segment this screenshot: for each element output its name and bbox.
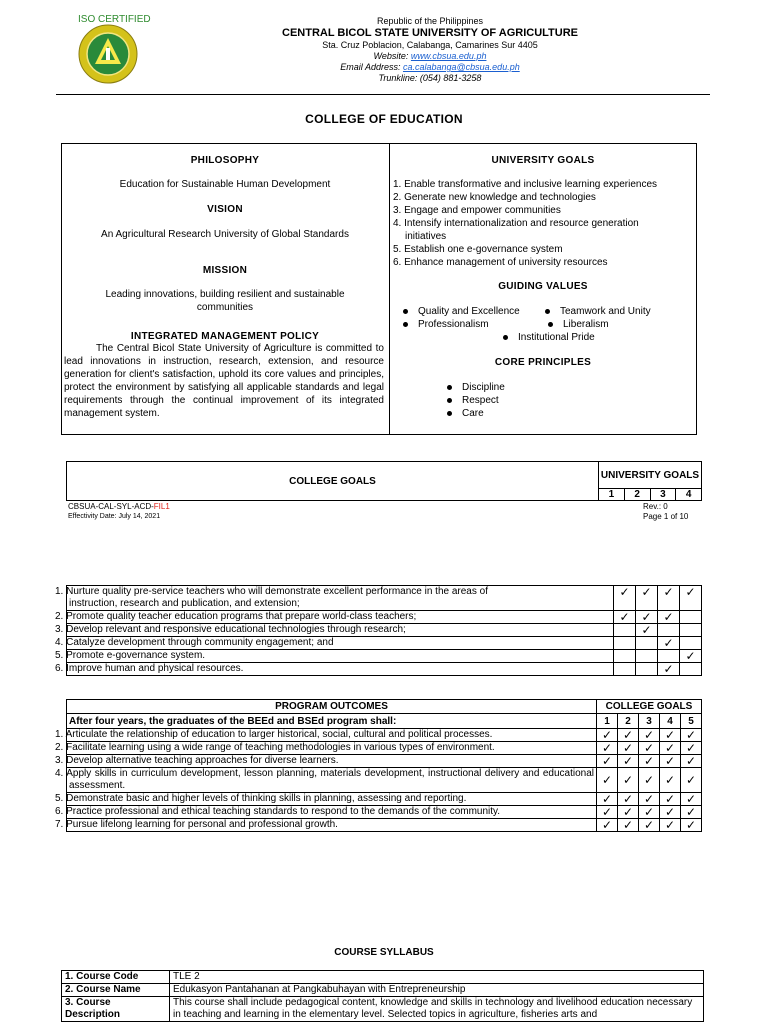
guiding-value-text: Teamwork and Unity	[560, 306, 651, 317]
program-outcome-text: 4. Apply skills in curriculum development, lesson planning, materials development, instructional delivery and educational assessment.	[67, 768, 597, 793]
website-label: Website:	[373, 51, 411, 61]
guiding-value-item	[503, 331, 595, 344]
check-mark-cell	[614, 663, 636, 676]
check-mark-cell: ✓	[681, 768, 702, 793]
check-mark-cell: ✓	[636, 586, 658, 611]
document-code	[68, 502, 170, 522]
document-code-line	[68, 502, 170, 512]
course-syllabus-title: COURSE SYLLABUS	[334, 947, 434, 958]
check-mark-cell: ✓	[660, 755, 681, 768]
university-goal-item: 5. Establish one e-governance system	[393, 244, 563, 255]
check-mark-cell: ✓	[639, 755, 660, 768]
course-name-label: 2. Course Name	[62, 984, 170, 997]
college-goals-col-title: COLLEGE GOALS	[597, 700, 702, 714]
guiding-value-item	[545, 305, 651, 318]
core-principle-text: Care	[462, 408, 484, 419]
check-mark-cell	[658, 650, 680, 663]
check-mark-cell: ✓	[597, 742, 618, 755]
guiding-value-item	[548, 318, 609, 331]
ug-col-3: 3	[650, 489, 676, 501]
check-mark-cell: ✓	[636, 611, 658, 624]
doc-code-prefix: CBSUA-CAL-SYL-ACD-	[68, 502, 154, 511]
course-description-row	[62, 997, 704, 1022]
check-mark-cell: ✓	[597, 729, 618, 742]
university-goals-title: UNIVERSITY GOALS	[491, 155, 595, 166]
college-goal-row	[67, 650, 702, 663]
course-code-value: TLE 2	[170, 971, 704, 984]
ug-col-1: 1	[599, 489, 625, 501]
check-mark-cell: ✓	[681, 742, 702, 755]
check-mark-cell: ✓	[660, 819, 681, 832]
program-outcomes-title: PROGRAM OUTCOMES	[67, 700, 597, 714]
cg-col-1: 1	[597, 714, 618, 729]
email-label: Email Address:	[340, 62, 403, 72]
check-mark-cell: ✓	[614, 611, 636, 624]
bullet-icon	[447, 411, 452, 416]
document-revision	[643, 502, 688, 522]
iso-certified-label: ISO CERTIFIED	[78, 14, 151, 25]
college-goal-row	[67, 663, 702, 676]
check-mark-cell: ✓	[618, 806, 639, 819]
program-outcome-text: 1. Articulate the relationship of education to larger historical, social, cultural and political processes.	[67, 729, 597, 742]
philosophy-goals-box	[61, 143, 697, 435]
program-outcome-text: 5. Demonstrate basic and higher levels of thinking skills in planning, assessing and reporting.	[67, 793, 597, 806]
guiding-value-text: Quality and Excellence	[418, 306, 520, 317]
core-principles-title: CORE PRINCIPLES	[494, 357, 592, 368]
check-mark-cell: ✓	[639, 793, 660, 806]
college-goal-line: 6. Improve human and physical resources.	[55, 663, 244, 674]
core-principle-text: Discipline	[462, 382, 505, 393]
trunkline: Trunkline: (054) 881-3258	[378, 73, 482, 83]
check-mark-cell: ✓	[636, 624, 658, 637]
program-outcomes-subtitle: After four years, the graduates of the BEEd and BSEd program shall:	[67, 714, 597, 729]
college-goals-title: COLLEGE GOALS	[67, 462, 599, 501]
ug-col-2: 2	[624, 489, 650, 501]
guiding-value-text: Professionalism	[418, 319, 489, 330]
check-mark-cell: ✓	[680, 586, 702, 611]
page-number: Page 1 of 10	[643, 512, 689, 521]
course-code-row	[62, 971, 704, 984]
check-mark-cell: ✓	[658, 611, 680, 624]
program-outcome-row	[67, 742, 702, 755]
check-mark-cell	[636, 663, 658, 676]
college-goal-line-cont: instruction, research and publication, and extension;	[69, 598, 300, 609]
check-mark-cell: ✓	[597, 819, 618, 832]
university-goals-list	[393, 178, 693, 269]
university-goal-item: 2. Generate new knowledge and technologies	[393, 192, 596, 203]
check-mark-cell: ✓	[681, 755, 702, 768]
letterhead	[250, 16, 610, 84]
college-goal-text	[55, 611, 614, 624]
college-goal-line: 4. Catalyze development through community engagement; and	[55, 637, 334, 648]
check-mark-cell: ✓	[658, 637, 680, 650]
guiding-value-text: Liberalism	[563, 319, 609, 330]
check-mark-cell: ✓	[660, 729, 681, 742]
program-outcome-row	[67, 819, 702, 832]
guiding-value-text: Institutional Pride	[518, 332, 595, 343]
college-goal-line: 5. Promote e-governance system.	[55, 650, 206, 661]
website-line	[250, 51, 610, 62]
college-goals-header-table	[66, 461, 702, 501]
check-mark-cell: ✓	[597, 806, 618, 819]
university-name: CENTRAL BICOL STATE UNIVERSITY OF AGRICULTURE	[282, 27, 578, 39]
bullet-icon	[403, 322, 408, 327]
check-mark-cell: ✓	[618, 742, 639, 755]
bullet-icon	[403, 309, 408, 314]
college-goal-row	[67, 611, 702, 624]
program-outcome-text: 2. Facilitate learning using a wide range of teaching methodologies in various types of environment.	[67, 742, 597, 755]
check-mark-cell: ✓	[681, 729, 702, 742]
box-divider	[389, 144, 390, 434]
college-goal-text	[55, 650, 614, 663]
college-goal-line: 1. Nurture quality pre-service teachers who will demonstrate excellent performance in the areas of	[55, 586, 488, 597]
program-outcome-text: 6. Practice professional and ethical teaching standards to respond to the demands of the community.	[67, 806, 597, 819]
core-principle-item	[447, 407, 693, 420]
check-mark-cell: ✓	[618, 729, 639, 742]
doc-code-suffix: FIL1	[153, 502, 170, 511]
core-principle-item	[447, 381, 693, 394]
check-mark-cell: ✓	[680, 650, 702, 663]
program-outcome-row	[67, 729, 702, 742]
check-mark-cell	[614, 650, 636, 663]
program-outcomes-table	[55, 699, 702, 832]
college-goals-table	[55, 585, 702, 676]
check-mark-cell	[614, 624, 636, 637]
course-syllabus-table	[61, 970, 704, 1022]
check-mark-cell	[636, 637, 658, 650]
website-link[interactable]: www.cbsua.edu.ph	[410, 51, 487, 61]
core-principle-text: Respect	[462, 395, 499, 406]
program-outcome-row	[67, 768, 702, 793]
core-principle-item	[447, 394, 693, 407]
program-outcomes-head	[67, 700, 702, 729]
check-mark-cell: ✓	[660, 768, 681, 793]
course-name-row	[62, 984, 704, 997]
mission-title: MISSION	[202, 265, 248, 276]
college-goals-rows	[55, 585, 702, 676]
check-mark-cell: ✓	[639, 819, 660, 832]
college-goal-text	[55, 637, 614, 650]
effectivity-date: Effectivity Date: July 14, 2021	[68, 513, 161, 520]
check-mark-cell	[680, 624, 702, 637]
college-title: COLLEGE OF EDUCATION	[305, 112, 463, 126]
guiding-values-title: GUIDING VALUES	[498, 281, 588, 292]
core-principles-list	[393, 381, 693, 420]
check-mark-cell: ✓	[660, 806, 681, 819]
program-outcome-row	[67, 806, 702, 819]
course-description-value: This course shall include pedagogical content, knowledge and skills in technology and livelihood education necessary in teaching and learning in the elementary level. Selected topics in agriculture, fisheries arts and	[170, 997, 704, 1022]
bullet-icon	[447, 398, 452, 403]
check-mark-cell	[680, 611, 702, 624]
check-mark-cell: ✓	[681, 819, 702, 832]
program-outcome-row	[67, 755, 702, 768]
university-goal-item: 6. Enhance management of university resources	[393, 257, 608, 268]
check-mark-cell: ✓	[660, 793, 681, 806]
cg-col-2: 2	[618, 714, 639, 729]
university-goals-col-title: UNIVERSITY GOALS	[599, 462, 702, 489]
cg-col-4: 4	[660, 714, 681, 729]
college-goal-row	[67, 586, 702, 611]
check-mark-cell: ✓	[658, 663, 680, 676]
course-code-label: 1. Course Code	[62, 971, 170, 984]
university-goal-item: 3. Engage and empower communities	[393, 205, 561, 216]
bullet-icon	[548, 322, 553, 327]
guiding-values-list	[393, 305, 693, 345]
ug-col-4: 4	[676, 489, 702, 501]
college-goal-row	[67, 637, 702, 650]
check-mark-cell: ✓	[614, 586, 636, 611]
guiding-value-item	[403, 305, 520, 318]
vision-title: VISION	[207, 204, 243, 215]
philosophy-column	[64, 144, 386, 420]
vision-text: An Agricultural Research University of Global Standards	[101, 229, 349, 240]
university-goal-item: 1. Enable transformative and inclusive learning experiences	[393, 179, 658, 190]
check-mark-cell: ✓	[618, 768, 639, 793]
policy-text: The Central Bicol State University of Agriculture is committed to lead innovations in instruction, research, extension, and resource generation for client's satisfaction, uphold its core values and principles, protect the environment by satisfying all applicable standards and legal requirements through the continual improvement of its integrated management system.	[64, 343, 384, 419]
college-goal-text	[55, 586, 614, 611]
check-mark-cell: ✓	[681, 806, 702, 819]
bullet-icon	[503, 335, 508, 340]
check-mark-cell	[636, 650, 658, 663]
college-goal-text	[55, 624, 614, 637]
check-mark-cell: ✓	[681, 793, 702, 806]
check-mark-cell	[614, 637, 636, 650]
check-mark-cell	[680, 637, 702, 650]
university-goal-item: 4. Intensify internationalization and resource generation	[393, 218, 639, 229]
check-mark-cell: ✓	[639, 729, 660, 742]
guiding-value-item	[403, 318, 489, 331]
email-line	[250, 62, 610, 73]
policy-title: INTEGRATED MANAGEMENT POLICY	[130, 331, 320, 342]
mission-text: Leading innovations, building resilient and sustainable communities	[105, 289, 345, 313]
bullet-icon	[447, 385, 452, 390]
check-mark-cell: ✓	[660, 742, 681, 755]
check-mark-cell	[680, 663, 702, 676]
check-mark-cell: ✓	[658, 586, 680, 611]
republic-line: Republic of the Philippines	[376, 16, 484, 26]
cg-col-5: 5	[681, 714, 702, 729]
cg-col-3: 3	[639, 714, 660, 729]
college-goal-row	[67, 624, 702, 637]
university-goal-item-cont: initiatives	[405, 231, 447, 242]
program-outcome-row	[67, 793, 702, 806]
check-mark-cell: ✓	[618, 819, 639, 832]
university-seal-logo	[76, 24, 140, 84]
check-mark-cell: ✓	[597, 768, 618, 793]
revision-number: Rev.: 0	[643, 502, 668, 511]
check-mark-cell: ✓	[618, 793, 639, 806]
check-mark-cell: ✓	[618, 755, 639, 768]
check-mark-cell: ✓	[597, 793, 618, 806]
college-goal-line: 2. Promote quality teacher education programs that prepare world-class teachers;	[55, 611, 417, 622]
check-mark-cell: ✓	[639, 768, 660, 793]
email-link[interactable]: ca.calabanga@cbsua.edu.ph	[402, 62, 520, 72]
philosophy-text: Education for Sustainable Human Development	[119, 179, 331, 190]
program-outcome-text: 3. Develop alternative teaching approaches for diverse learners.	[67, 755, 597, 768]
program-outcomes-rows	[55, 728, 702, 832]
header-divider	[56, 94, 710, 95]
check-mark-cell: ✓	[639, 806, 660, 819]
check-mark-cell: ✓	[639, 742, 660, 755]
check-mark-cell	[658, 624, 680, 637]
course-description-label: 3. Course Description	[62, 997, 170, 1022]
course-name-value: Edukasyon Pantahanan at Pangkabuhayan with Entrepreneurship	[170, 984, 704, 997]
college-goal-text	[55, 663, 614, 676]
college-goal-line: 3. Develop relevant and responsive educational technologies through research;	[55, 624, 406, 635]
philosophy-title: PHILOSOPHY	[190, 155, 260, 166]
university-goals-column	[393, 144, 693, 420]
program-outcome-text: 7. Pursue lifelong learning for personal and professional growth.	[67, 819, 597, 832]
university-address: Sta. Cruz Poblacion, Calabanga, Camarines Sur 4405	[322, 40, 538, 50]
bullet-icon	[545, 309, 550, 314]
check-mark-cell: ✓	[597, 755, 618, 768]
